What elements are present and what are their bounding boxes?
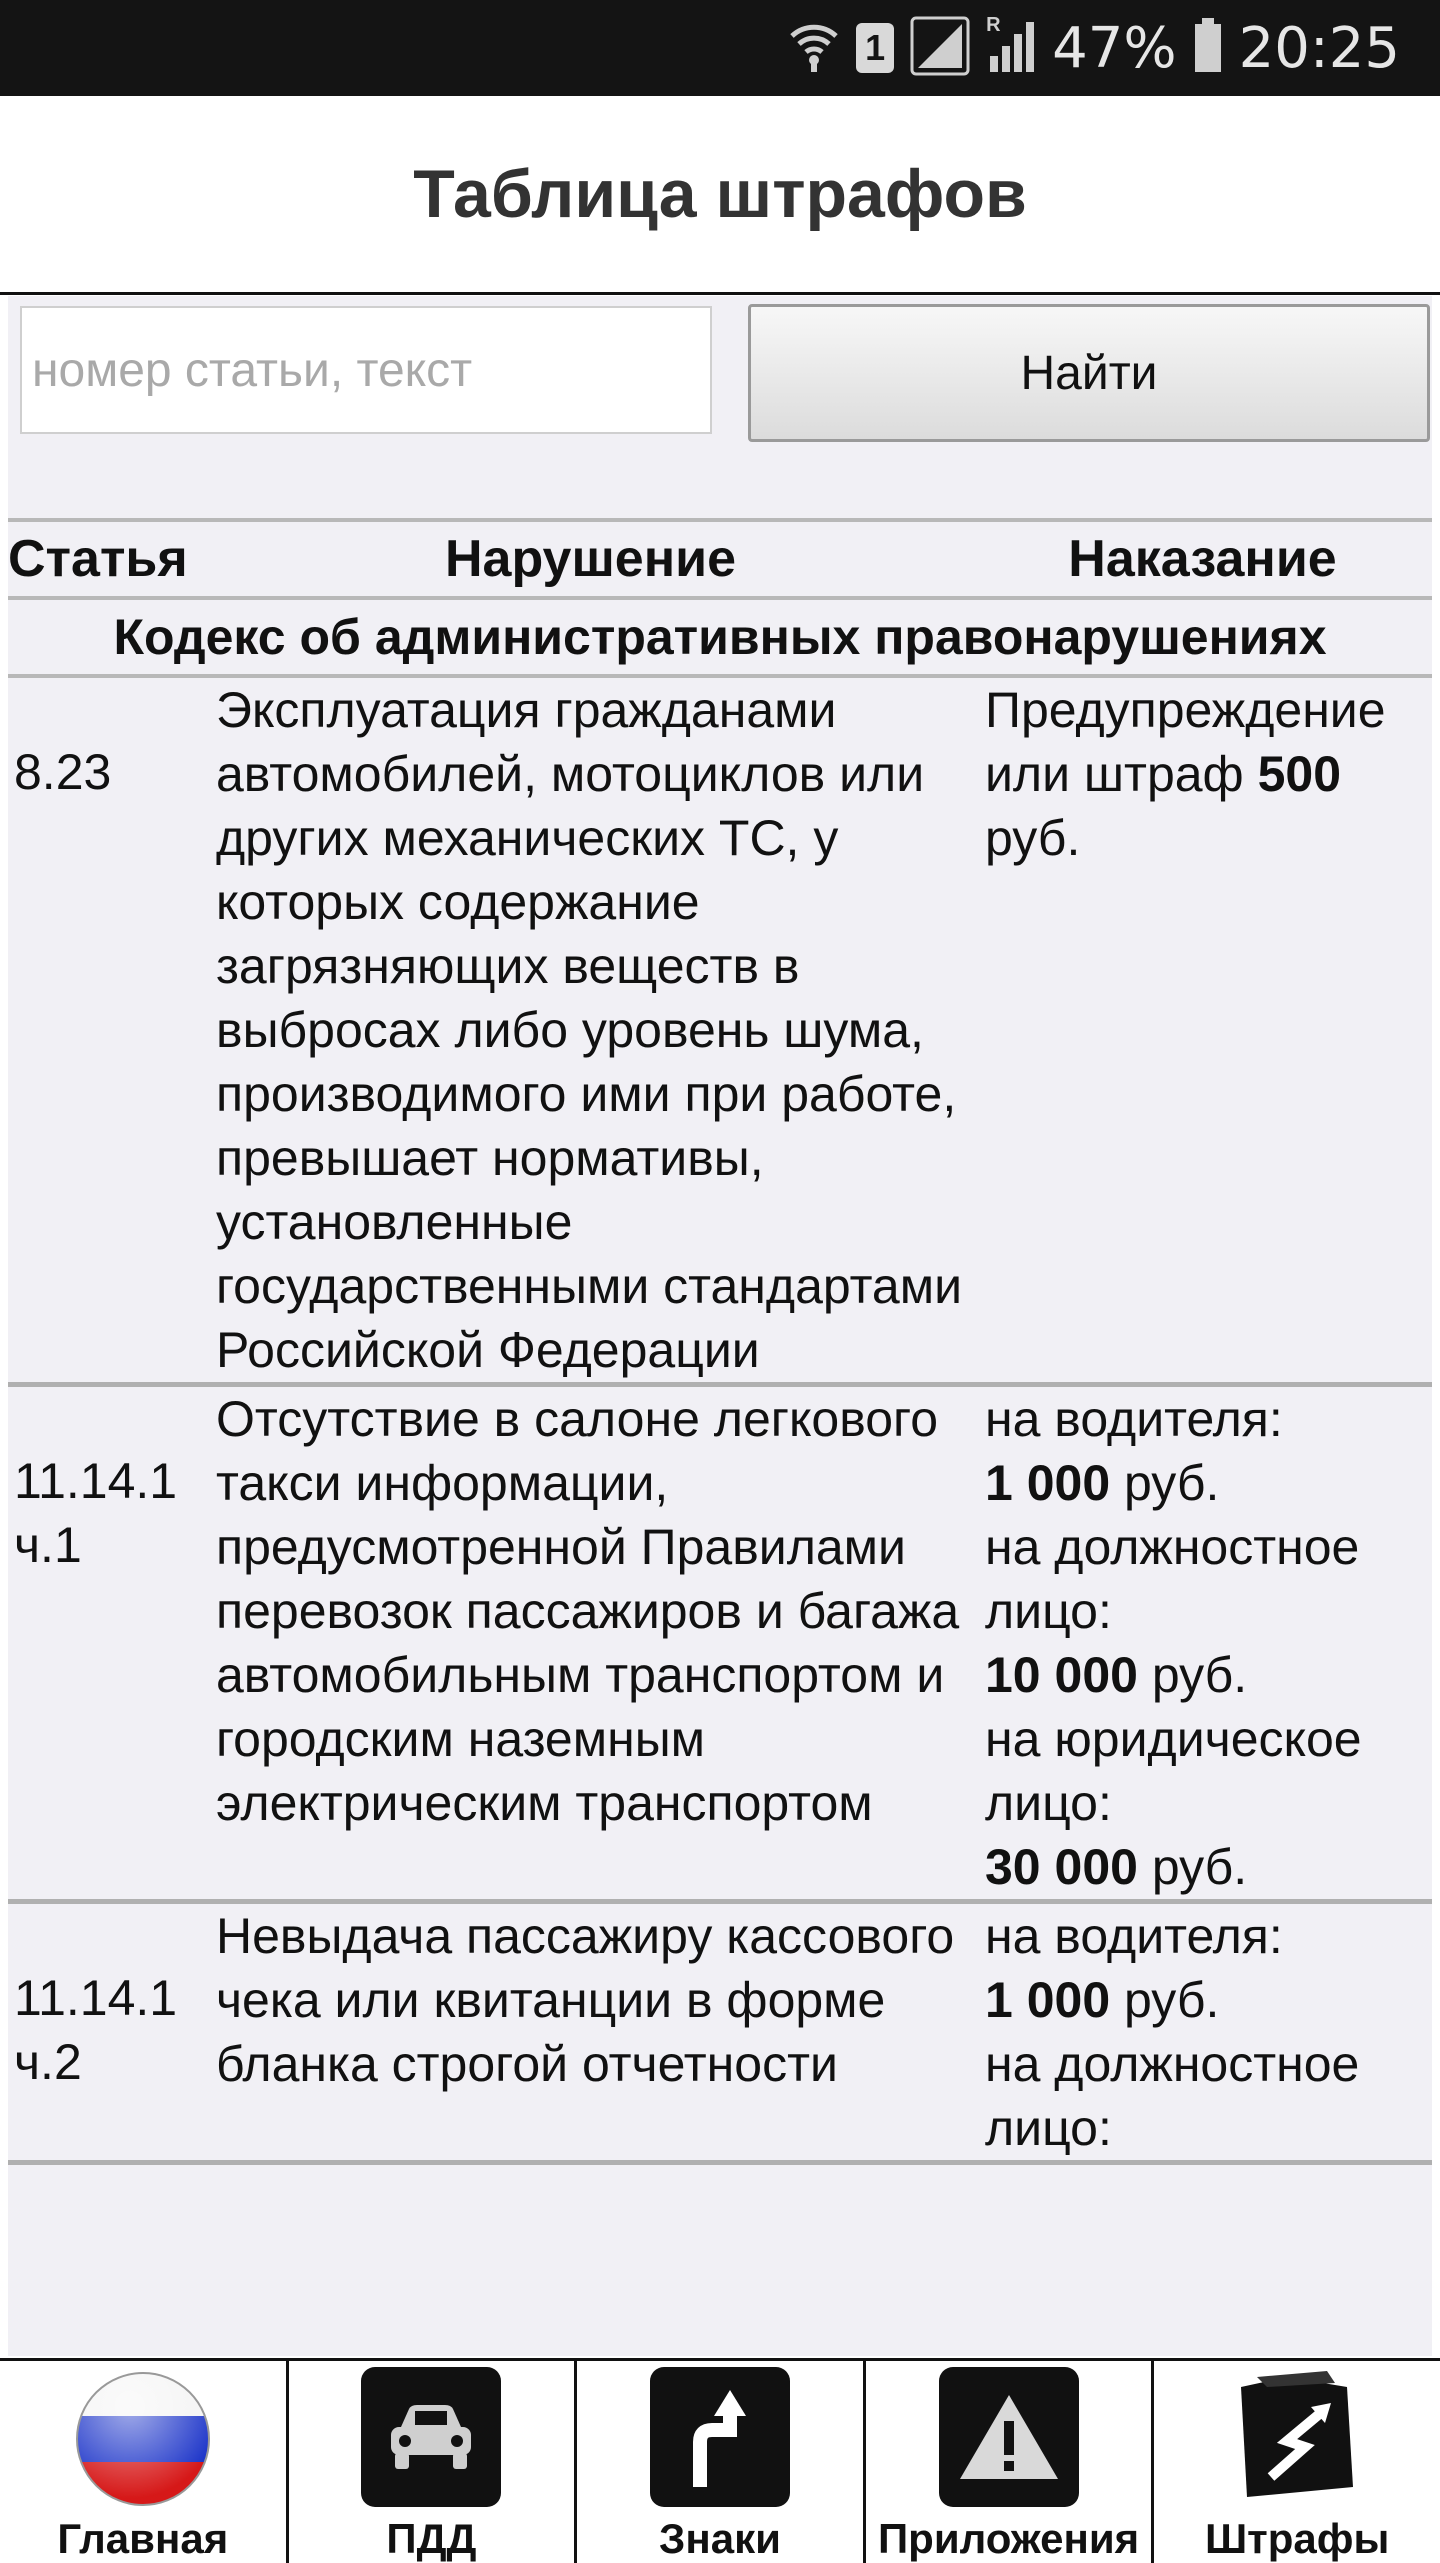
currency: руб.	[1110, 1972, 1220, 2028]
fines-content[interactable]	[8, 296, 1432, 2356]
violation-text: Отсутствие в салоне легкового такси информации, предусмотренной Правилами перевозок пассажиров и багажа автомобильным транспортом и городским наземным электрическим транспортом	[208, 1385, 973, 1902]
article-number: 8.23	[8, 676, 208, 1385]
punishment-target: на водителя:	[985, 1908, 1283, 1964]
table-row[interactable]	[8, 676, 1432, 1385]
clock: 20:25	[1238, 15, 1400, 81]
nav-label: ПДД	[386, 2515, 477, 2562]
table-row[interactable]	[8, 1385, 1432, 1902]
table-row[interactable]	[8, 1902, 1432, 2163]
violation-text: Эксплуатация гражданами автомобилей, мотоциклов или других механических ТС, у которых содержание загрязняющих веществ в выбросах либо уровень шума, производимого ими при работе, превышает нормативы, установленные государственными стандартами Российской Федерации	[208, 676, 973, 1385]
roaming-label: R	[986, 13, 1001, 36]
title-bar	[0, 96, 1440, 295]
violation-text: Невыдача пассажиру кассового чека или квитанции в форме бланка строгой отчетности	[208, 1902, 973, 2163]
fine-amount: 30 000	[985, 1839, 1138, 1895]
page-title: Таблица штрафов	[413, 156, 1027, 232]
signal-icon	[910, 16, 970, 81]
fines-table	[8, 518, 1432, 2165]
turn-arrow-sign-icon	[650, 2367, 790, 2507]
punishment-target: на должностное лицо:	[985, 2036, 1360, 2156]
search-row	[20, 306, 1430, 446]
nav-home[interactable]	[0, 2361, 286, 2563]
battery-icon	[1193, 18, 1223, 79]
nav-rules[interactable]	[286, 2361, 575, 2563]
search-input[interactable]	[20, 306, 712, 434]
currency: руб.	[1137, 1647, 1248, 1703]
article-number: 11.14.1 ч.1	[8, 1385, 208, 1902]
column-header-article: Статья	[8, 520, 208, 598]
nav-apps[interactable]	[863, 2361, 1152, 2563]
search-button[interactable]: Найти	[748, 304, 1430, 442]
punishment-target: на должностное лицо:	[985, 1519, 1360, 1639]
nav-fines[interactable]	[1151, 2361, 1440, 2563]
column-header-punishment: Наказание	[973, 520, 1432, 598]
punishment-text	[973, 1902, 1432, 2163]
roaming-signal-icon	[986, 13, 1036, 81]
punishment-prefix: Предупреждение или штраф	[985, 682, 1386, 802]
nav-label: Знаки	[659, 2515, 781, 2562]
table-header-row	[8, 520, 1432, 598]
currency: руб.	[1137, 1839, 1248, 1895]
sim-icon: 1	[856, 23, 894, 73]
status-icons	[788, 0, 1400, 96]
punishment-target: на водителя:	[985, 1391, 1283, 1447]
wifi-icon	[788, 18, 840, 79]
fines-folder-icon	[1227, 2367, 1367, 2507]
punishment-target: на юридическое лицо:	[985, 1711, 1362, 1831]
battery-percent: 47%	[1052, 15, 1177, 81]
status-bar	[0, 0, 1440, 96]
car-icon	[361, 2367, 501, 2507]
fine-amount: 500	[1257, 746, 1342, 802]
bottom-navigation	[0, 2358, 1440, 2563]
column-header-violation: Нарушение	[208, 520, 973, 598]
article-number: 11.14.1 ч.2	[8, 1902, 208, 2163]
section-row	[8, 598, 1432, 676]
fine-amount: 10 000	[985, 1647, 1138, 1703]
fine-amount: 1 000	[985, 1455, 1111, 1511]
fine-amount: 1 000	[985, 1972, 1111, 2028]
punishment-text	[973, 676, 1432, 1385]
nav-label: Приложения	[877, 2515, 1140, 2562]
nav-label: Главная	[57, 2515, 229, 2562]
russia-flag-icon	[73, 2369, 213, 2514]
nav-signs[interactable]	[574, 2361, 863, 2563]
section-title: Кодекс об административных правонарушениях	[8, 598, 1432, 676]
punishment-suffix: руб.	[985, 810, 1081, 866]
warning-triangle-icon	[939, 2367, 1079, 2507]
nav-label: Штрафы	[1204, 2515, 1390, 2562]
currency: руб.	[1110, 1455, 1220, 1511]
punishment-text	[973, 1385, 1432, 1902]
